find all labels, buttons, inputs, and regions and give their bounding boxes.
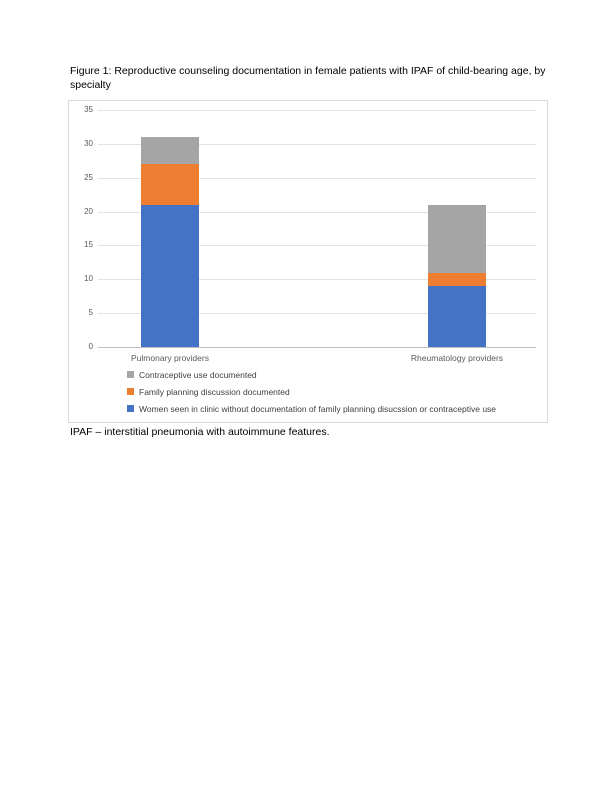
figure-footnote: IPAF – interstitial pneumonia with autoimmune features. (70, 426, 330, 438)
bar-segment (141, 137, 199, 164)
legend-swatch-icon (127, 371, 134, 378)
chart-frame (68, 100, 548, 423)
bar-segment (141, 164, 199, 205)
category-label: Pulmonary providers (131, 353, 209, 363)
category-label: Rheumatology providers (410, 353, 504, 363)
y-tick-label: 5 (88, 308, 93, 318)
bar-segment (141, 205, 199, 347)
y-tick-label: 30 (84, 138, 93, 148)
figure-title: Figure 1: Reproductive counseling documentation in female patients with IPAF of child-bearing age, by specialty (70, 65, 546, 91)
legend-item (127, 404, 496, 413)
y-tick-label: 25 (84, 172, 93, 182)
legend-item (127, 370, 496, 379)
legend-label: Contraceptive use documented (139, 369, 257, 380)
stacked-bar (141, 137, 199, 347)
legend-swatch-icon (127, 405, 134, 412)
legend-swatch-icon (127, 388, 134, 395)
chart-legend (127, 370, 496, 413)
legend-label: Family planning discussion documented (139, 386, 290, 397)
x-axis-line (98, 347, 536, 348)
y-tick-label: 35 (84, 105, 93, 114)
gridline (98, 110, 536, 111)
y-tick-label: 20 (84, 206, 93, 216)
bar-segment (428, 205, 486, 273)
legend-label: Women seen in clinic without documentation of family planning disucssion or contraceptive use (139, 403, 497, 414)
y-tick-label: 0 (88, 342, 93, 351)
plot-area (98, 110, 536, 347)
y-tick-label: 15 (84, 240, 93, 250)
bar-segment (428, 286, 486, 347)
legend-item (127, 387, 496, 396)
bar-segment (428, 273, 486, 287)
y-tick-label: 10 (84, 274, 93, 284)
stacked-bar (428, 205, 486, 347)
